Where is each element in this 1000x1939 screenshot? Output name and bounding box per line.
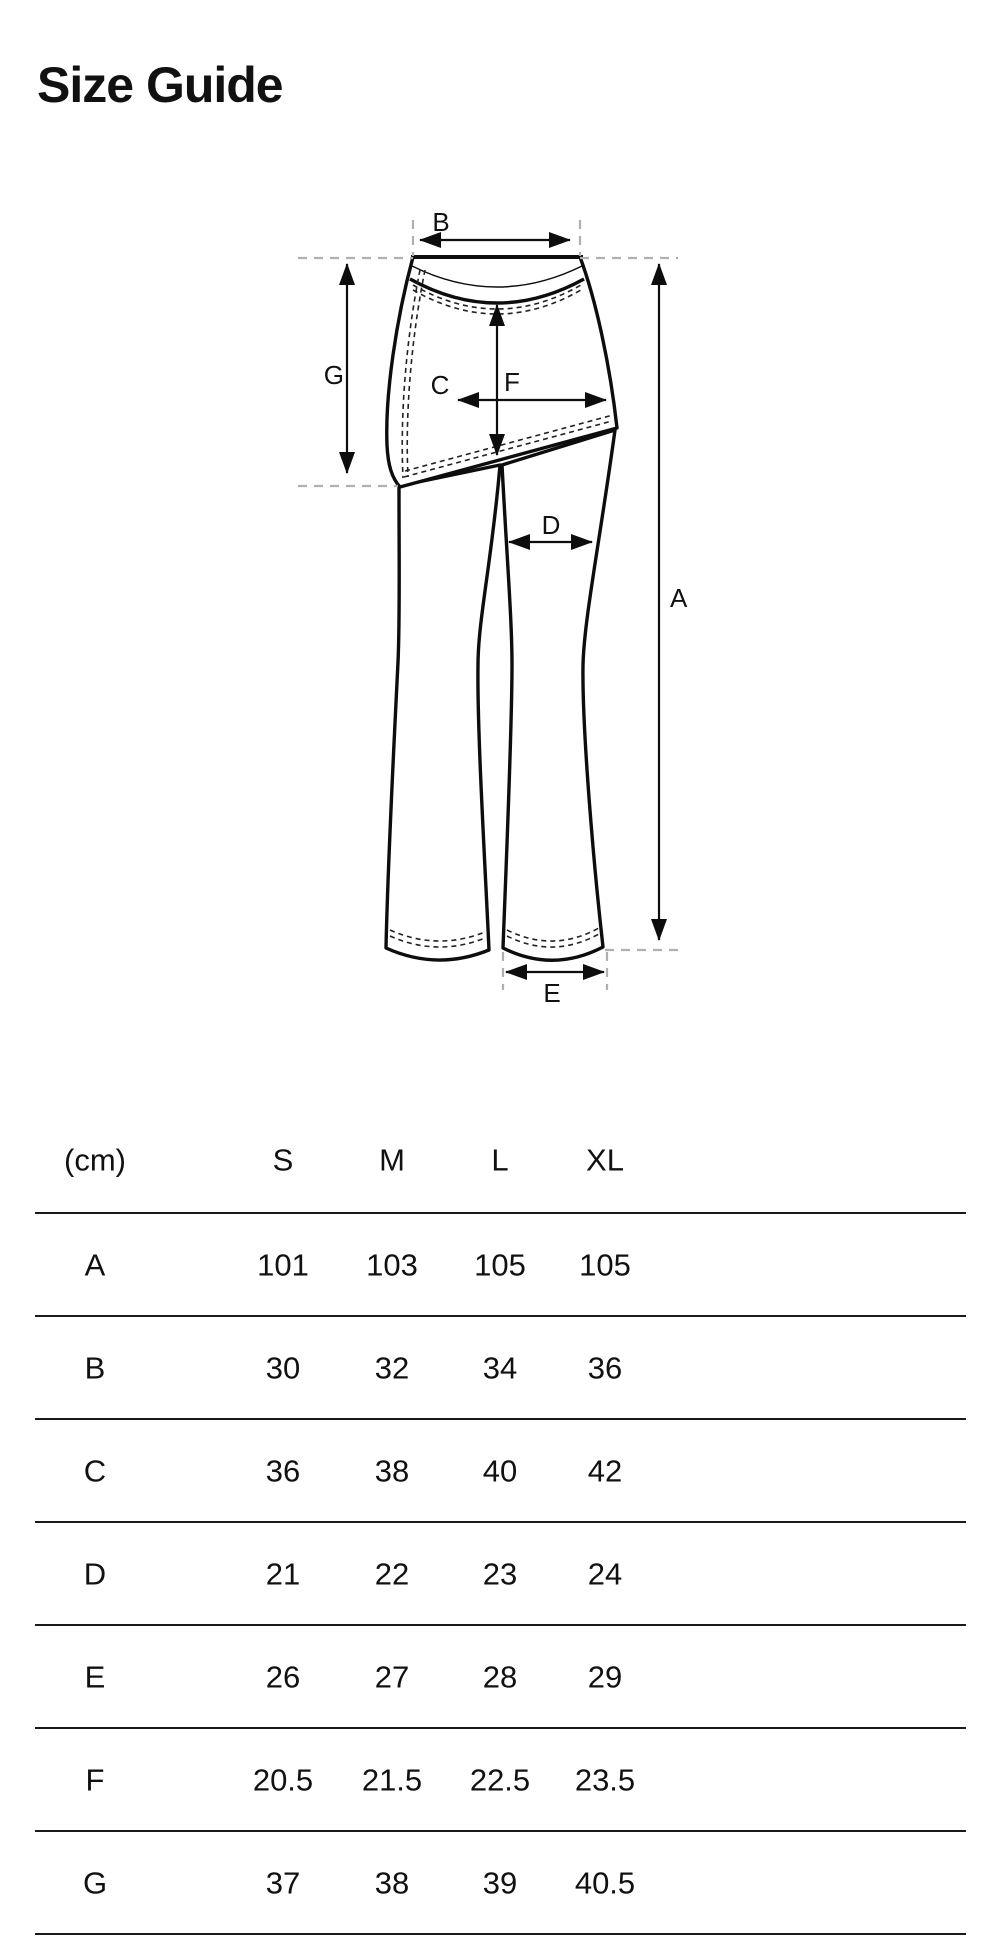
measure-label-a: A	[670, 583, 688, 613]
measure-label-f: F	[504, 367, 520, 397]
table-row-d	[35, 1523, 966, 1626]
cell-value: 20.5	[252, 1762, 314, 1797]
table-row-b	[35, 1317, 966, 1420]
cell-value: 42	[587, 1453, 623, 1488]
cell-value: 34	[482, 1350, 518, 1385]
cell-value: 28	[482, 1659, 518, 1694]
row-label: C	[83, 1453, 107, 1488]
cell-value: 22.5	[469, 1762, 531, 1797]
cell-value: 24	[587, 1556, 623, 1591]
col-header-l: L	[491, 1142, 509, 1177]
cell-value: 40.5	[574, 1865, 636, 1900]
size-table	[35, 1107, 966, 1935]
measure-label-e: E	[543, 978, 561, 1008]
row-label: E	[84, 1659, 106, 1694]
row-label: A	[84, 1247, 106, 1282]
cell-value: 26	[265, 1659, 301, 1694]
cell-value: 23	[482, 1556, 518, 1591]
cell-value: 27	[374, 1659, 410, 1694]
col-header-m: M	[379, 1142, 405, 1177]
col-header-xl: XL	[586, 1142, 624, 1177]
table-row-f	[35, 1729, 966, 1832]
cell-value: 21.5	[361, 1762, 423, 1797]
cell-value: 38	[374, 1453, 410, 1488]
row-label: G	[82, 1865, 108, 1900]
cell-value: 39	[482, 1865, 518, 1900]
cell-value: 22	[374, 1556, 410, 1591]
cell-value: 105	[579, 1247, 631, 1282]
measure-label-c: C	[430, 370, 450, 400]
cell-value: 40	[482, 1453, 518, 1488]
col-header-s: S	[272, 1142, 294, 1177]
row-label: D	[83, 1556, 107, 1591]
table-row-c	[35, 1420, 966, 1523]
cell-value: 105	[474, 1247, 526, 1282]
measure-label-b: B	[432, 207, 450, 237]
cell-value: 32	[374, 1350, 410, 1385]
unit-header: (cm)	[64, 1142, 126, 1177]
page-title: Size Guide	[37, 57, 283, 113]
cell-value: 37	[265, 1865, 301, 1900]
cell-value: 101	[257, 1247, 309, 1282]
row-label: B	[84, 1350, 106, 1385]
measure-label-d: D	[541, 510, 561, 540]
table-row-a	[35, 1214, 966, 1317]
size-table-header	[35, 1107, 966, 1214]
measure-label-g: G	[323, 360, 344, 390]
row-label: F	[85, 1762, 105, 1797]
pants-legs	[386, 430, 615, 960]
cell-value: 103	[366, 1247, 418, 1282]
cell-value: 21	[265, 1556, 301, 1591]
cell-value: 30	[265, 1350, 301, 1385]
cell-value: 23.5	[574, 1762, 636, 1797]
table-row-g	[35, 1832, 966, 1935]
cell-value: 36	[265, 1453, 301, 1488]
cell-value: 38	[374, 1865, 410, 1900]
cell-value: 36	[587, 1350, 623, 1385]
cell-value: 29	[587, 1659, 623, 1694]
table-row-e	[35, 1626, 966, 1729]
